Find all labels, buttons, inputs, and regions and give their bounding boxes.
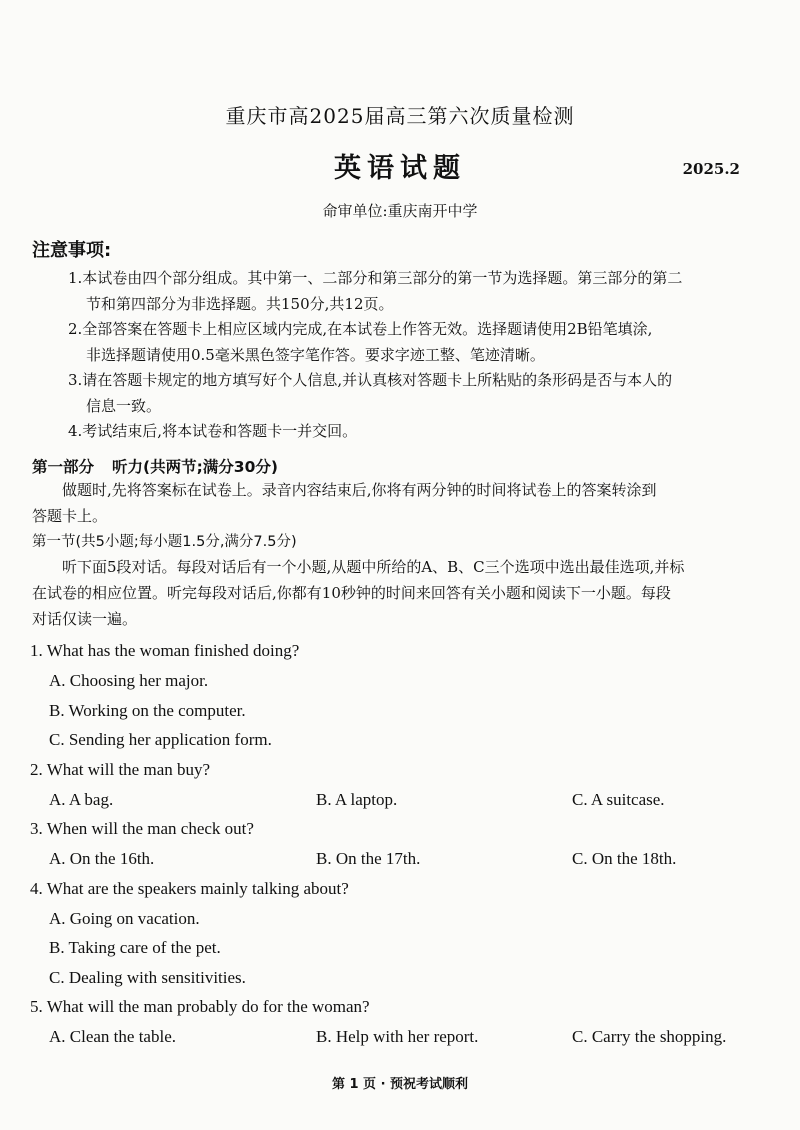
note-line: 非选择题请使用0.5毫米黑色签字笔作答。要求字迹工整、笔迹清晰。 xyxy=(86,345,545,364)
instruction-line: 听下面5段对话。每段对话后有一个小题,从题中所给的A、B、C三个选项中选出最佳选项,并标 xyxy=(62,558,685,576)
section-heading: 第一节(共5小题;每小题1.5分,满分7.5分) xyxy=(32,534,297,550)
answer-options-row xyxy=(30,844,780,874)
answer-option: A. A bag. xyxy=(49,789,114,809)
answer-options-row xyxy=(30,785,780,815)
answer-option: B. Working on the computer. xyxy=(49,700,246,720)
note-line: 节和第四部分为非选择题。共150分,共12页。 xyxy=(86,294,394,313)
note-line: 3.请在答题卡规定的地方填写好个人信息,并认真核对答题卡上所粘贴的条形码是否与本人的 xyxy=(68,371,673,389)
question-stem: 4. What are the speakers mainly talking about? xyxy=(30,878,349,898)
instruction-line: 做题时,先将答案标在试卷上。录音内容结束后,你将有两分钟的时间将试卷上的答案转涂到 xyxy=(62,481,657,499)
note-line: 1.本试卷由四个部分组成。其中第一、二部分和第三部分的第一节为选择题。第三部分的第二 xyxy=(68,269,683,287)
answer-option: C. A suitcase. xyxy=(572,789,665,809)
answer-option: C. Sending her application form. xyxy=(49,730,272,749)
exam-title: 重庆市高2025届高三第六次质量检测 xyxy=(225,104,575,128)
note-line: 2.全部答案在答题卡上相应区域内完成,在本试卷上作答无效。选择题请使用2B铅笔填涂, xyxy=(68,320,653,338)
setter-info: 命审单位:重庆南开中学 xyxy=(322,202,478,220)
part-heading xyxy=(32,455,278,477)
answer-option: B. On the 17th. xyxy=(316,849,421,868)
exam-date: 2025.2 xyxy=(682,160,740,178)
answer-option: C. Carry the shopping. xyxy=(572,1027,727,1046)
answer-option: A. Going on vacation. xyxy=(49,908,200,928)
answer-option: B. Taking care of the pet. xyxy=(49,938,221,957)
subject-title: 英语试题 xyxy=(334,153,466,184)
question-stem: 3. When will the man check out? xyxy=(30,819,254,838)
answer-option: C. On the 18th. xyxy=(572,849,677,868)
note-line: 4.考试结束后,将本试卷和答题卡一并交回。 xyxy=(68,422,358,440)
answer-option: A. On the 16th. xyxy=(49,849,155,868)
page-footer: 第 1 页 · 预祝考试顺利 xyxy=(331,1077,469,1092)
question-stem: 5. What will the man probably do for the woman? xyxy=(30,997,370,1016)
note-line: 信息一致。 xyxy=(86,396,162,415)
instruction-line: 答题卡上。 xyxy=(32,507,108,525)
answer-option: A. Choosing her major. xyxy=(49,671,209,690)
part-label: 第一部分 xyxy=(32,458,95,476)
part-title: 听力(共两节;满分30分) xyxy=(112,458,278,476)
part-instructions xyxy=(32,477,777,529)
notes-heading: 注意事项: xyxy=(32,240,112,261)
instruction-line: 对话仅读一遍。 xyxy=(32,610,138,628)
answer-option: B. Help with her report. xyxy=(316,1027,479,1046)
answer-options-row xyxy=(30,1022,780,1052)
instruction-line: 在试卷的相应位置。听完每段对话后,你都有10秒钟的时间来回答有关小题和阅读下一小题。每段 xyxy=(32,584,671,602)
answer-option: B. A laptop. xyxy=(316,789,398,809)
answer-option: C. Dealing with sensitivities. xyxy=(49,967,246,987)
notes-list xyxy=(32,266,777,445)
section-instructions xyxy=(32,554,777,632)
question-stem: 1. What has the woman finished doing? xyxy=(30,641,300,660)
question-stem: 2. What will the man buy? xyxy=(30,759,211,779)
answer-option: A. Clean the table. xyxy=(49,1027,176,1046)
questions-list xyxy=(30,636,780,1052)
